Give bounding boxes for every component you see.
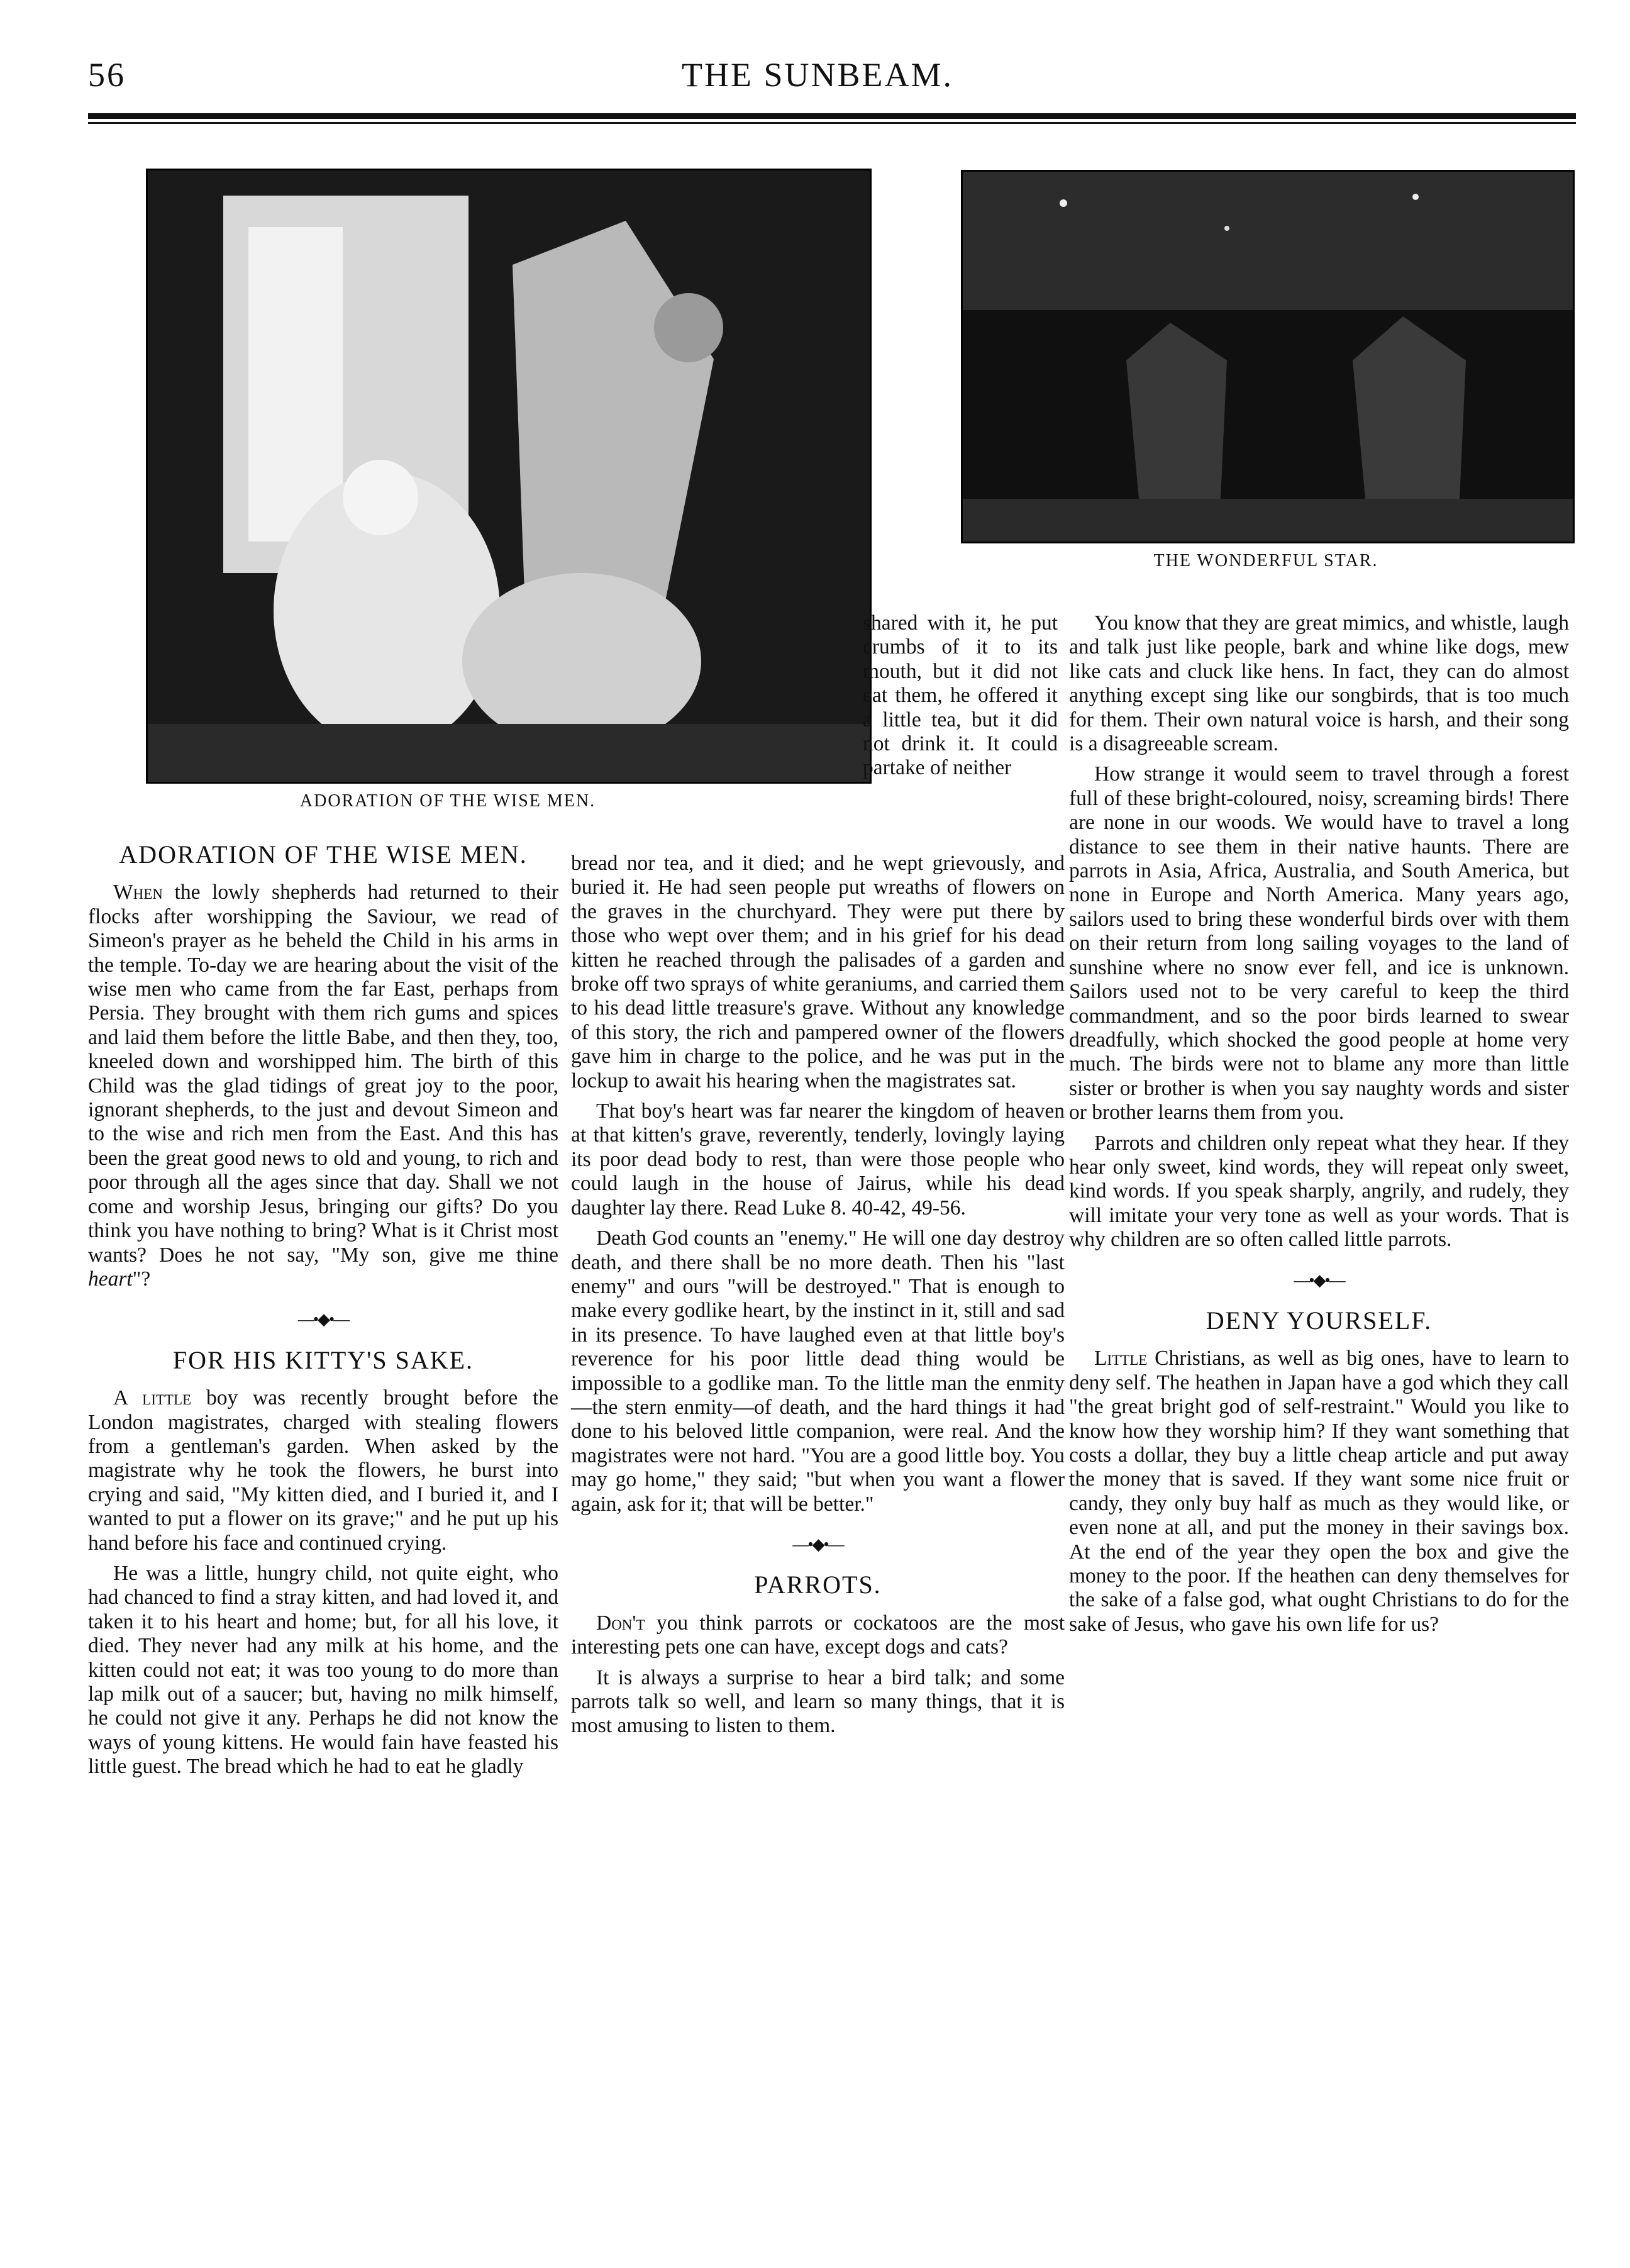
star-engraving xyxy=(963,172,1573,542)
kitty-p1: boy was recently brought before the London magistrates, charged with stealing flowers from a gentleman's garden. When asked by the magistrate why he took the flowers, he burst into crying and said, "My kitten died, and I buried it, and I wanted to put a flower on its grave;" and he put up his hand before his face and continued crying. xyxy=(88,1386,559,1555)
ornament-divider: —•◆•— xyxy=(297,1310,349,1329)
deny-body: Christians, as well as big ones, have to learn to deny self. The heathen in Japan have a god which they call "the great bright god of self-restraint." Would you like to know how they worship him? If they want something that costs a dollar, they buy a little cheap article and put away the money that is saved. If they want some nice fruit or candy, they only buy half as much as they would like, or even none at all, and put the money in their savings box. At the end of the year they open the box and give the money to the poor. If the heathen can deny themselves for the sake of a false god, what ought Christians to do for the sake of Jesus, who gave his own life for us? xyxy=(1069,1347,1570,1636)
header-rule-thick xyxy=(88,113,1576,119)
deny-title: DENY YOURSELF. xyxy=(1206,1306,1433,1335)
star-caption: THE WONDERFUL STAR. xyxy=(1153,551,1378,570)
column-1 xyxy=(88,837,558,1786)
adoration-engraving xyxy=(148,170,870,782)
page-number: 56 xyxy=(88,56,126,94)
parrots-continued-1: You know that they are great mimics, and whistle, laugh and talk just like people, bark and whine like dogs, mew like cats and cluck like hens. In fact, they can do almost anything except sing like our songbirds, that is too much for them. Their own natural voice is harsh, and their song is a disagreeable scream. xyxy=(1069,611,1569,756)
star-illustration xyxy=(961,170,1575,543)
column-3 xyxy=(1069,611,1569,1643)
ornament-divider: —•◆•— xyxy=(792,1535,843,1554)
adoration-italic-word: heart xyxy=(88,1267,133,1291)
adoration-lead: When xyxy=(113,881,163,904)
kitty-wrap-text xyxy=(863,611,1058,787)
deny-lead: Little xyxy=(1094,1347,1148,1370)
parrots-title: PARROTS. xyxy=(754,1570,882,1599)
masthead-title: THE SUNBEAM. xyxy=(681,56,953,94)
kitty-continued-1: bread nor tea, and it died; and he wept grievously, and buried it. He had seen people put wreaths of flowers on the graves in the churchyard. They were put there by those who wept over them; and in his grief for his dead kitten he reached through the palisades of a garden and broke off two sprays of white geraniums, and carried them to his dead little treasure's grave. Without any knowledge of this story, the rich and pampered owner of the flowers gave him in charge to the police, and he was put in the lockup to await his hearing when the magistrates sat. xyxy=(571,852,1065,1092)
adoration-end: "? xyxy=(132,1267,151,1291)
kitty-paragraph-1 xyxy=(88,1386,558,1555)
kitty-lead: A little xyxy=(113,1386,192,1410)
adoration-illustration xyxy=(146,169,872,784)
kitty-paragraph-2: He was a little, hungry child, not quite eight, who had chanced to find a stray kitten, and had loved it, and taken it to his heart and home; but, for all his love, it died. They never had any milk at his home, and the kitten could not eat; it was too young to do more than lap milk out of a saucer; but, having no milk himself, he could not give it any. Perhaps he did not know the ways of young kittens. He would fain have feasted his little guest. The bread which he had to eat he gladly xyxy=(88,1561,558,1779)
parrots-continued-3: Parrots and children only repeat what they hear. If they hear only sweet, kind words, they will repeat only sweet, kind words. If you speak sharply, angrily, and rudely, they will imitate your very tone as well as your words. That is why children are so often called little parrots. xyxy=(1069,1131,1569,1252)
kitty-continued-2: That boy's heart was far nearer the kingdom of heaven at that kitten's grave, reverently, tenderly, lovingly laying its poor dead body to rest, than were those people who could laugh in the house of Jairus, while his dead daughter lay there. Read Luke 8. 40-42, 49-56. xyxy=(571,1099,1065,1220)
parrots-p1: you think parrots or cockatoos are the most interesting pets one can have, except dogs and cats? xyxy=(571,1611,1065,1659)
adoration-title: ADORATION OF THE WISE MEN. xyxy=(119,840,528,869)
parrots-paragraph-2: It is always a surprise to hear a bird talk; and some parrots talk so well, and learn so many things, that it is most amusing to listen to them. xyxy=(571,1665,1065,1738)
parrots-paragraph-1 xyxy=(571,1611,1065,1660)
column-2 xyxy=(571,852,1065,1745)
adoration-caption: ADORATION OF THE WISE MEN. xyxy=(299,791,596,811)
deny-paragraph xyxy=(1069,1347,1569,1637)
adoration-body: the lowly shepherds had returned to their flocks after worshipping the Saviour, we read of Simeon's prayer as he beheld the Child in his arms in the temple. To-day we are hearing about the visit of the wise men who came from the far East, perhaps from Persia. They brought with them rich gums and spices and laid them before the little Babe, and then they, too, kneeled down and worshipped him. The birth of this Child was the glad tidings of great joy to the poor, ignorant shepherds, to the just and devout Simeon and to the wise and rich men from the East. And this has been the great good news to old and young, to rich and poor through all the ages since that day. Shall we not come and worship Jesus, bringing our gifts? Do you think you have nothing to bring? What is it Christ most wants? Does he not say, "My son, give me thine xyxy=(88,881,558,1267)
ornament-divider: —•◆•— xyxy=(1294,1270,1344,1289)
parrots-continued-2: How strange it would seem to travel through a forest full of these bright-coloured, noisy, screaming birds! There are none in our woods. We would have to travel a long distance to see them in their native haunts. There are parrots in Asia, Africa, Australia, and South America, but none in Europe and North America. Many years ago, sailors used to bring these wonderful birds over with them on their return from long sailing voyages to the land of sunshine where no snow ever fell, and ice is unknown. Sailors used not to be very careful to keep the third commandment, and so the poor birds learned to swear dreadfully, which shocked the good people at home very much. The birds were not to blame any more than little sister or brother is when you say naughty words and sister or brother learns them from you. xyxy=(1069,762,1569,1125)
kitty-continued-3: Death God counts an "enemy." He will one day destroy death, and there shall be no more death. Then his "last enemy" and ours "will be destroyed." That is enough to make every godlike heart, by the instinct in it, still and sad in its presence. To have laughed even at that little boy's reverence for his poor little dead thing would be impossible to a godlike man. To the little man the enmity—the stern enmity—of death, and the hard things it had done to his beloved little companion, were real. And the magistrates were not hard. "You are a good little boy. You may go home," they said; "but when you want a flower again, ask for it; that will be better." xyxy=(571,1226,1065,1516)
kitty-title: FOR HIS KITTY'S SAKE. xyxy=(172,1345,474,1374)
adoration-paragraph xyxy=(88,881,558,1291)
wrap-paragraph: shared with it, he put crumbs of it to its mouth, but it did not eat them, he offered it a little tea, but it did not drink it. It could partake of neither xyxy=(863,611,1058,780)
parrots-lead: Don't xyxy=(596,1611,645,1635)
header-rule-thin xyxy=(88,122,1576,124)
